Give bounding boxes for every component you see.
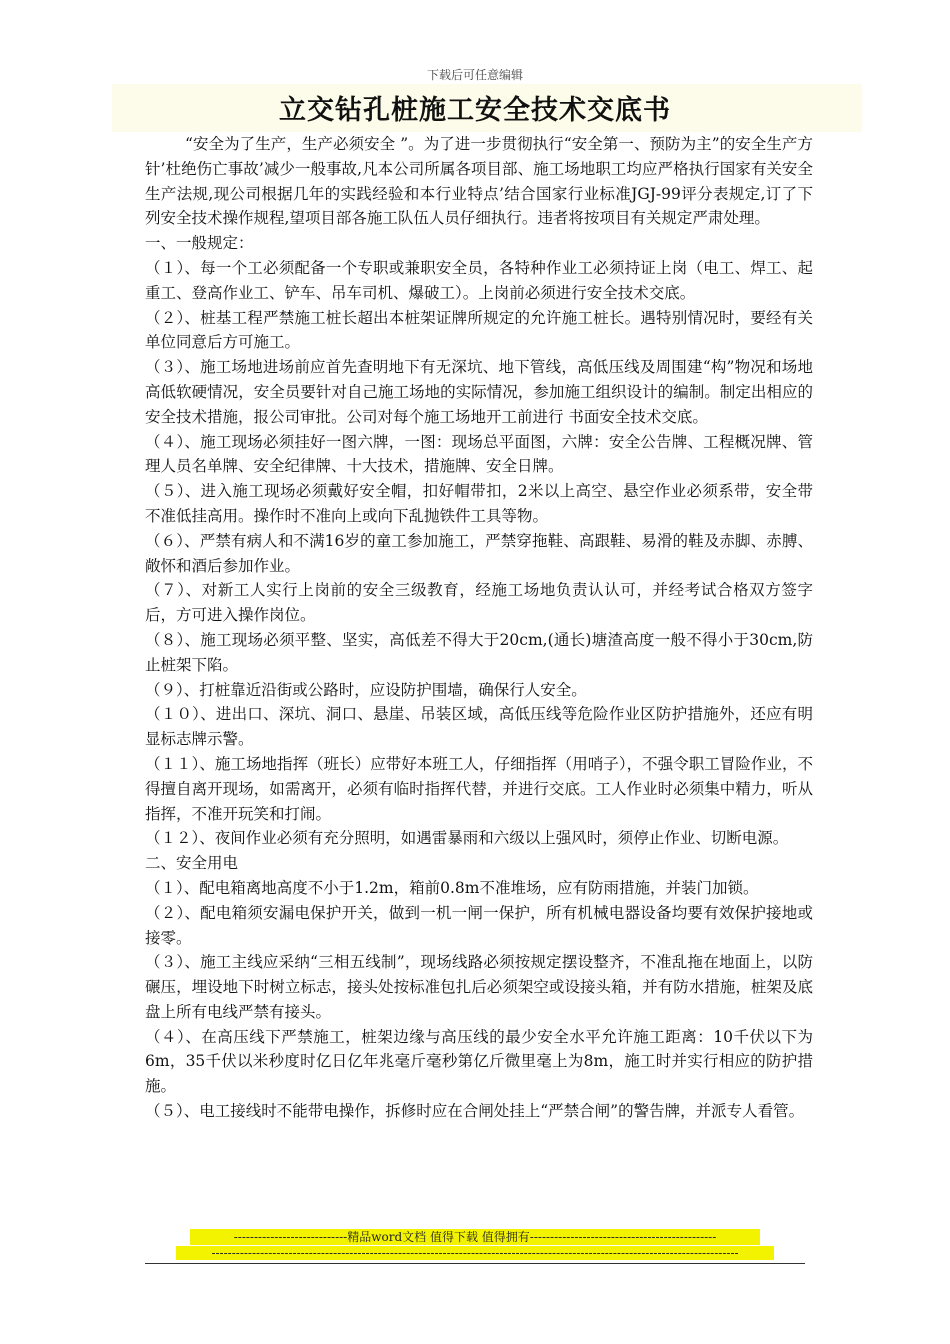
clause-paragraph: （９）、打桩靠近沿街或公路时，应设防护围墙，确保行人安全。 <box>145 680 587 699</box>
clause-paragraph: （６）、严禁有病人和不满16岁的童工参加施工，严禁穿拖鞋、高跟鞋、易滑的鞋及赤脚、赤膊、敞怀和酒后参加作业。 <box>145 531 813 575</box>
clause-paragraph: （１１）、施工场地指挥（班长）应带好本班工人，仔细指挥（用哨子），不强令职工冒险作业，不得擅自离开现场，如需离开，必须有临时指挥代替，并进行交底。工人作业时必须集中精力，听从指挥，不准开玩笑和打闹。 <box>145 754 813 823</box>
clause-paragraph: （２）、桩基工程严禁施工桩长超出本桩架证牌所规定的允许施工桩长。遇特别情况时，要经有关单位同意后方可施工。 <box>145 308 813 352</box>
clause-paragraph: （１０）、进出口、深坑、洞口、悬崖、吊装区域，高低压线等危险作业区防护措施外，还应有明显标志牌示警。 <box>145 705 813 749</box>
footer-dash-line: ---------------------------------------------------------------------------------------------------------------------------------- <box>176 1246 774 1260</box>
footer-banner: ----------------------------精品word文档 值得下载 值得拥有---------------------------------------------- <box>190 1229 760 1245</box>
top-note: 下载后可任意编辑 <box>426 68 523 82</box>
intro-paragraph: “安全为了生产，生产必须安全 ”。为了进一步贯彻执行“安全第一、预防为主”的安全生产方针’杜绝伤亡事故’减少一般事故,凡本公司所属各项目部、施工场地职工均应严格执行国家有关安全生产法规,现公司根据几年的实践经验和本行业特点’结合国家行业标准JGJ-99评分表规定,订了下列安全技术操作规程,望项目部各施工队伍人员仔细执行。违者将按项目有关规定严肃处理。 <box>145 135 813 228</box>
clause-paragraph: （７）、对新工人实行上岗前的安全三级教育，经施工场地负责认认可，并经考试合格双方签字后，方可进入操作岗位。 <box>145 581 813 625</box>
clause-paragraph: （５）、电工接线时不能带电操作，拆修时应在合闸处挂上“严禁合闸”的警告牌，并派专人看管。 <box>145 1102 805 1121</box>
clause-paragraph: （３）、施工场地进场前应首先查明地下有无深坑、地下管线，高低压线及周围建“构”物况和场地高低软硬情况，安全员要针对自己施工场地的实际情况，参加施工组织设计的编制。制定出相应的安全技术措施，报公司审批。公司对每个施工场地开工前进行 书面安全技术交底。 <box>145 358 813 426</box>
section-heading-electricity: 二、安全用电 <box>145 854 239 873</box>
document-title: 立交钻孔桩施工安全技术交底书 <box>279 95 671 126</box>
clause-paragraph: （３）、施工主线应采纳“三相五线制”，现场线路必须按规定摆设整齐，不准乱拖在地面上，以防碾压，埋设地下时树立标志，接头处按标准包扎后必须架空或设接头箱，并有防水措施，桩架及底盘上所有电线严禁有接头。 <box>145 953 813 1021</box>
clause-paragraph: （２）、配电箱须安漏电保护开关，做到一机一闸一保护，所有机械电器设备均要有效保护接地或接零。 <box>145 903 813 947</box>
clause-paragraph: （４）、施工现场必须挂好一图六牌，一图：现场总平面图，六牌：安全公告牌、工程概况牌、管理人员名单牌、安全纪律牌、十大技术，措施牌、安全日牌。 <box>145 432 813 476</box>
clause-paragraph: （１２）、夜间作业必须有充分照明，如遇雷暴雨和六级以上强风时，须停止作业、切断电源。 <box>145 829 789 848</box>
clause-paragraph: （４）、在高压线下严禁施工，桩架边缘与高压线的最少安全水平允许施工距离：10千伏以下为6m，35千伏以米秒度时亿日亿年兆毫斤毫秒第亿斤微里毫上为8m，施工时并实行相应的防护措施。 <box>145 1027 813 1096</box>
document-body <box>145 132 813 1124</box>
clause-paragraph: （８）、施工现场必须平整、坚实，高低差不得大于20cm,(通长)塘渣高度一般不得小于30cm,防止桩架下陷。 <box>145 630 813 674</box>
section-heading-general: 一、一般规定： <box>145 234 254 253</box>
clause-paragraph: （１）、每一个工必须配备一个专职或兼职安全员，各特种作业工必须持证上岗（电工、焊工、起重工、登高作业工、铲车、吊车司机、爆破工）。上岗前必须进行安全技术交底。 <box>145 258 813 302</box>
clause-paragraph: （１）、配电箱离地高度不小于1.2m，箱前0.8m不准堆场，应有防雨措施，并装门加锁。 <box>145 878 759 897</box>
clause-paragraph: （５）、进入施工现场必须戴好安全帽，扣好帽带扣，2米以上高空、悬空作业必须系带，安全带不准低挂高用。操作时不准向上或向下乱抛铁件工具等物。 <box>145 482 813 525</box>
footer-rule <box>145 1263 805 1264</box>
